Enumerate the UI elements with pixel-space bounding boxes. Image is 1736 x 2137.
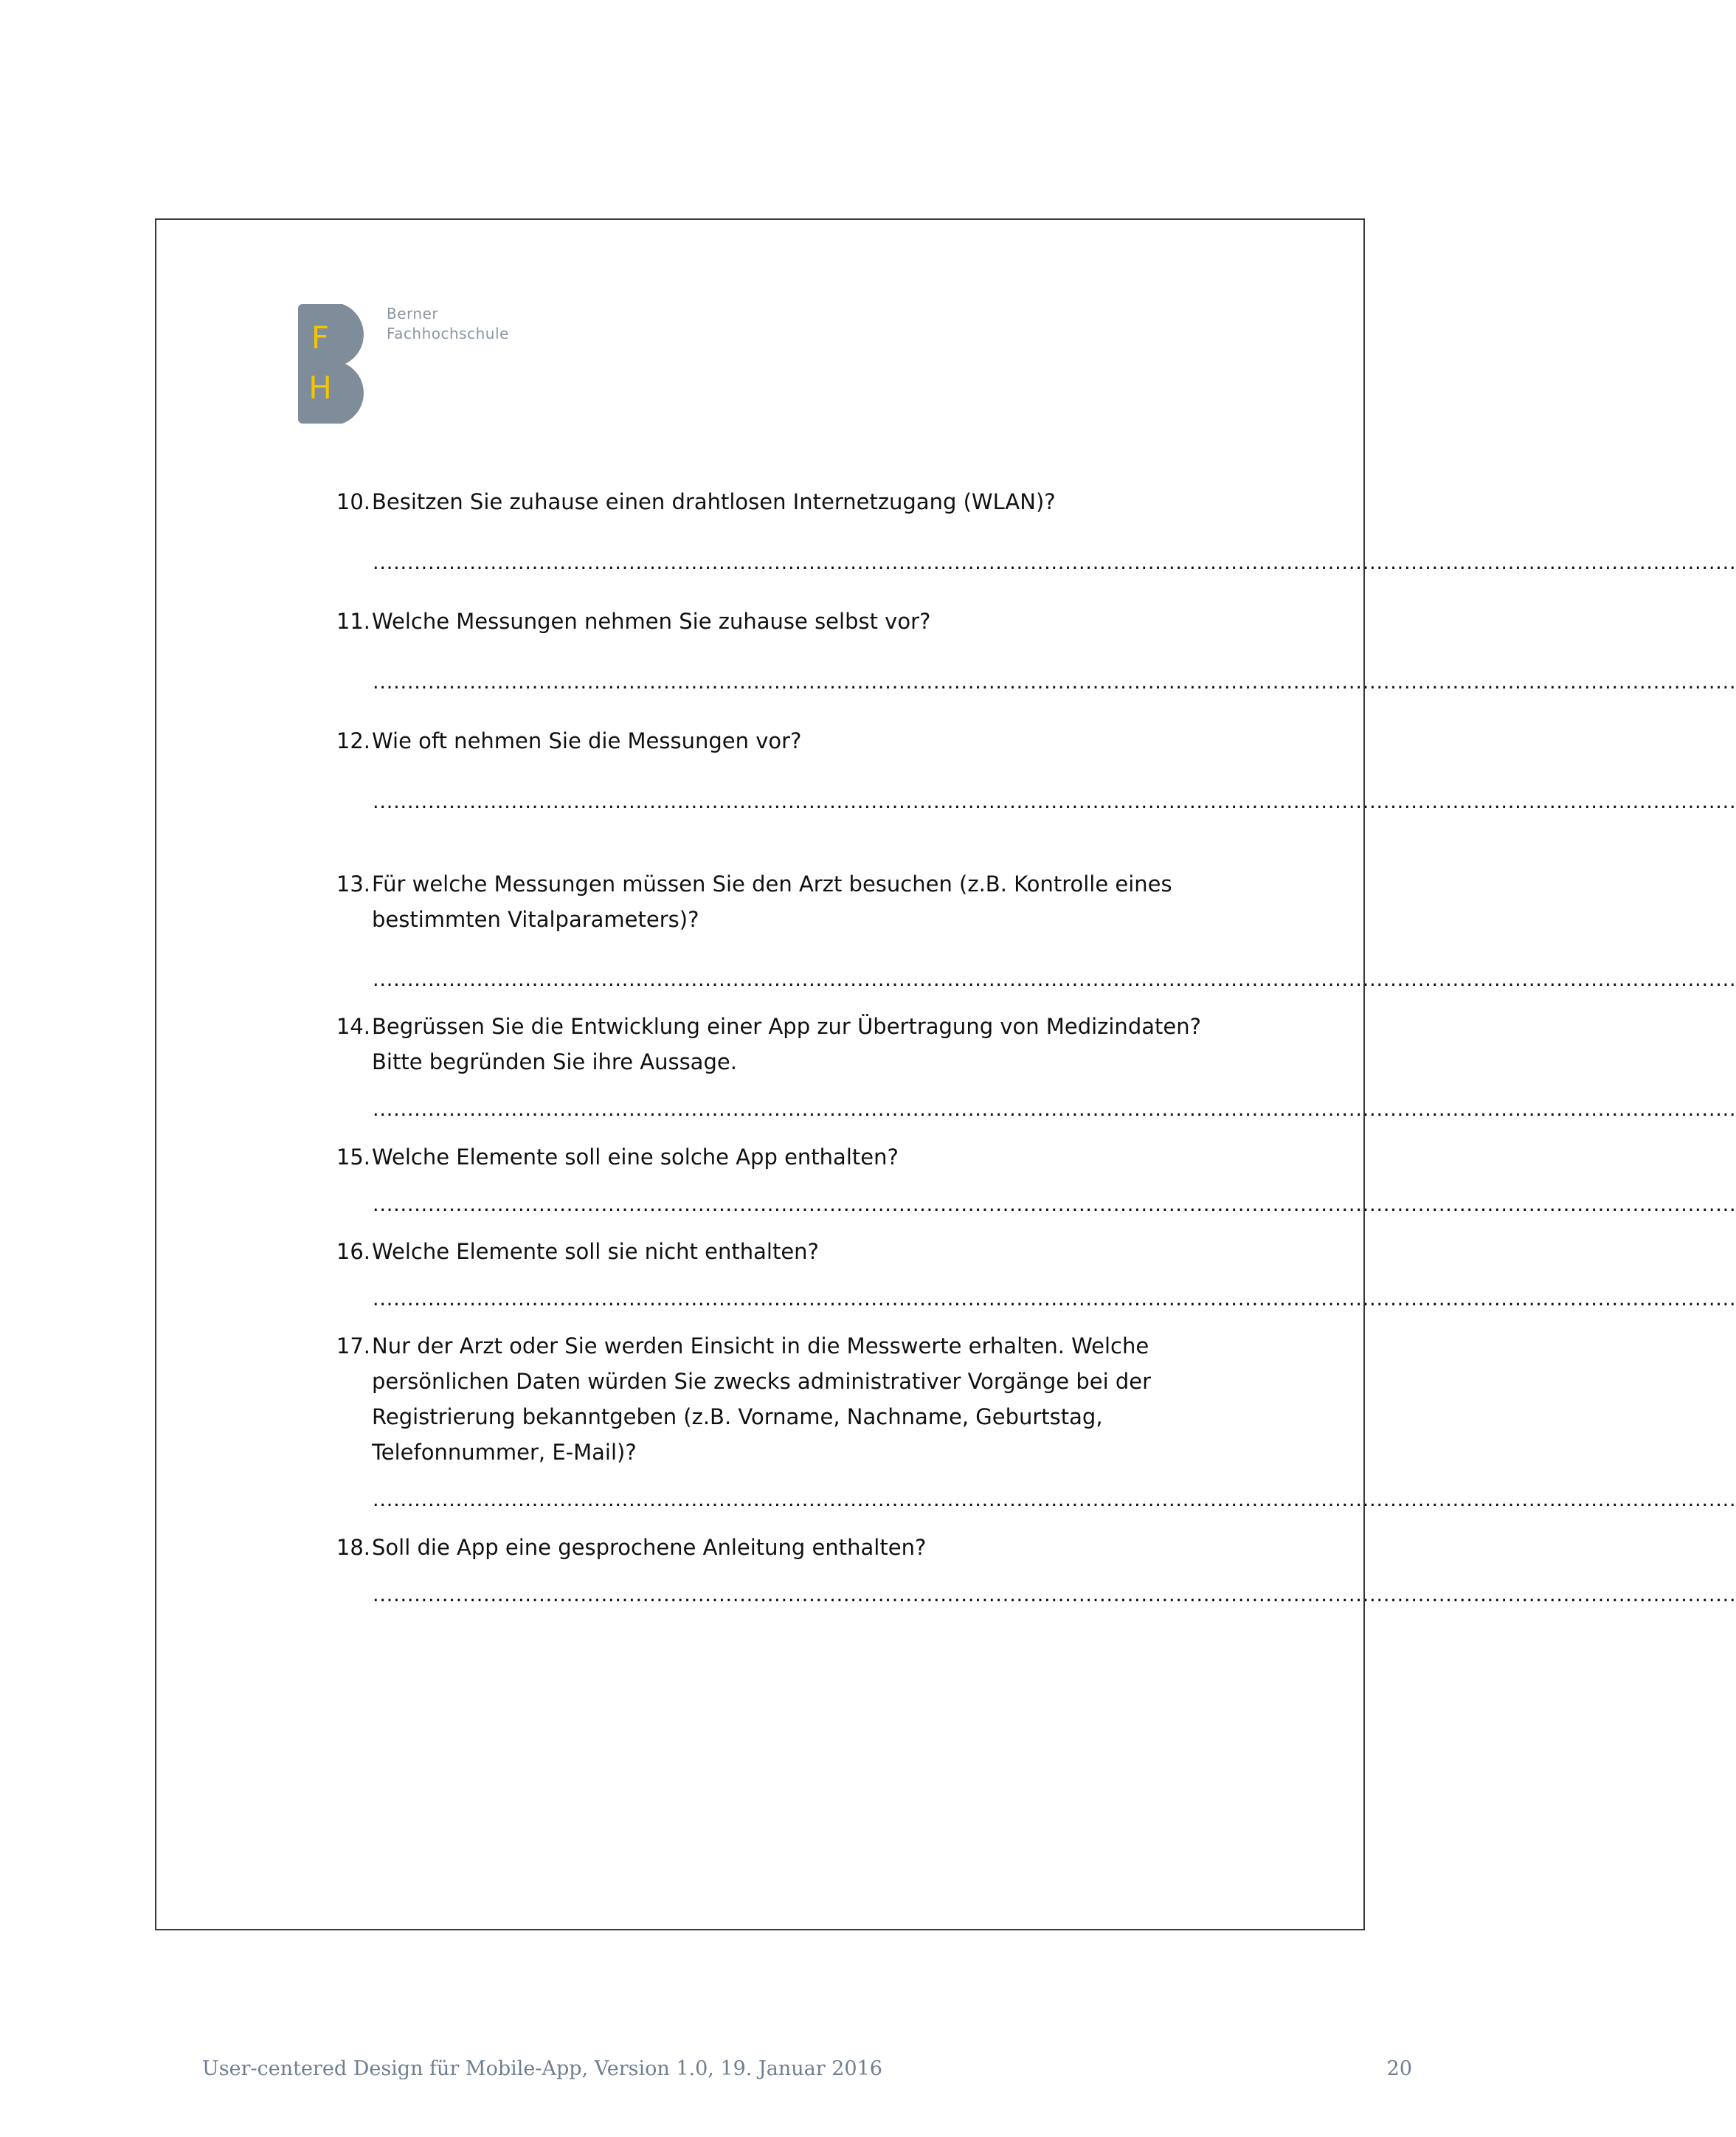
question-number: 11.: [336, 609, 370, 634]
bfh-logo-mark: [298, 304, 379, 424]
answer-line-16[interactable]: .....................................................................................................................................................................................................: [373, 1288, 1736, 1311]
question-number: 10.: [336, 489, 370, 514]
question-number: 13.: [336, 871, 370, 897]
question-number: 16.: [336, 1239, 370, 1264]
answer-line-10[interactable]: .....................................................................................................................................................................................................: [373, 551, 1736, 574]
logo-line-2: Fachhochschule: [387, 325, 509, 342]
answer-line-18[interactable]: .....................................................................................................................................................................................................: [373, 1584, 1736, 1606]
question-text: Nur der Arzt oder Sie werden Einsicht in die Messwerte erhalten. Welche persönlichen Daten würden Sie zwecks administrativer Vorgänge bei der Registrierung bekanntgeben (z.B. Vorname, Nachname, Geburtstag, Telefonnummer, E-Mail)?: [372, 1333, 1152, 1465]
answer-line-14[interactable]: .....................................................................................................................................................................................................: [373, 1098, 1736, 1121]
answer-line-13[interactable]: .....................................................................................................................................................................................................: [373, 968, 1736, 991]
question-text: Für welche Messungen müssen Sie den Arzt besuchen (z.B. Kontrolle eines bestimmten Vitalparameters)?: [372, 871, 1172, 932]
footer-document-title: User-centered Design für Mobile-App, Version 1.0, 19. Januar 2016: [202, 2057, 882, 2080]
answer-line-15[interactable]: .....................................................................................................................................................................................................: [373, 1193, 1736, 1216]
question-number: 14.: [336, 1014, 370, 1039]
question-text: Begrüssen Sie die Entwicklung einer App zur Übertragung von Medizindaten? Bitte begründen Sie ihre Aussage.: [372, 1014, 1201, 1074]
question-number: 18.: [336, 1535, 370, 1560]
question-text: Besitzen Sie zuhause einen drahtlosen Internetzugang (WLAN)?: [372, 489, 1056, 514]
answer-line-12[interactable]: .....................................................................................................................................................................................................: [373, 790, 1736, 813]
question-number: 17.: [336, 1333, 370, 1359]
answer-line-11[interactable]: .....................................................................................................................................................................................................: [373, 671, 1736, 694]
logo-wordmark: [387, 304, 509, 344]
answer-line-17[interactable]: .....................................................................................................................................................................................................: [373, 1488, 1736, 1511]
question-text: Soll die App eine gesprochene Anleitung enthalten?: [372, 1535, 927, 1560]
question-number: 12.: [336, 728, 370, 753]
question-text: Welche Messungen nehmen Sie zuhause selbst vor?: [372, 609, 931, 634]
bfh-logo: [298, 304, 534, 429]
question-text: Welche Elemente soll sie nicht enthalten?: [372, 1239, 819, 1264]
logo-letter-h: H: [308, 370, 332, 406]
question-number: 15.: [336, 1145, 370, 1170]
footer-page-number: 20: [1386, 2057, 1412, 2080]
question-text: Welche Elemente soll eine solche App enthalten?: [372, 1145, 899, 1170]
logo-line-1: Berner: [387, 305, 439, 322]
logo-letter-f: F: [311, 320, 330, 356]
question-text: Wie oft nehmen Sie die Messungen vor?: [372, 728, 802, 753]
